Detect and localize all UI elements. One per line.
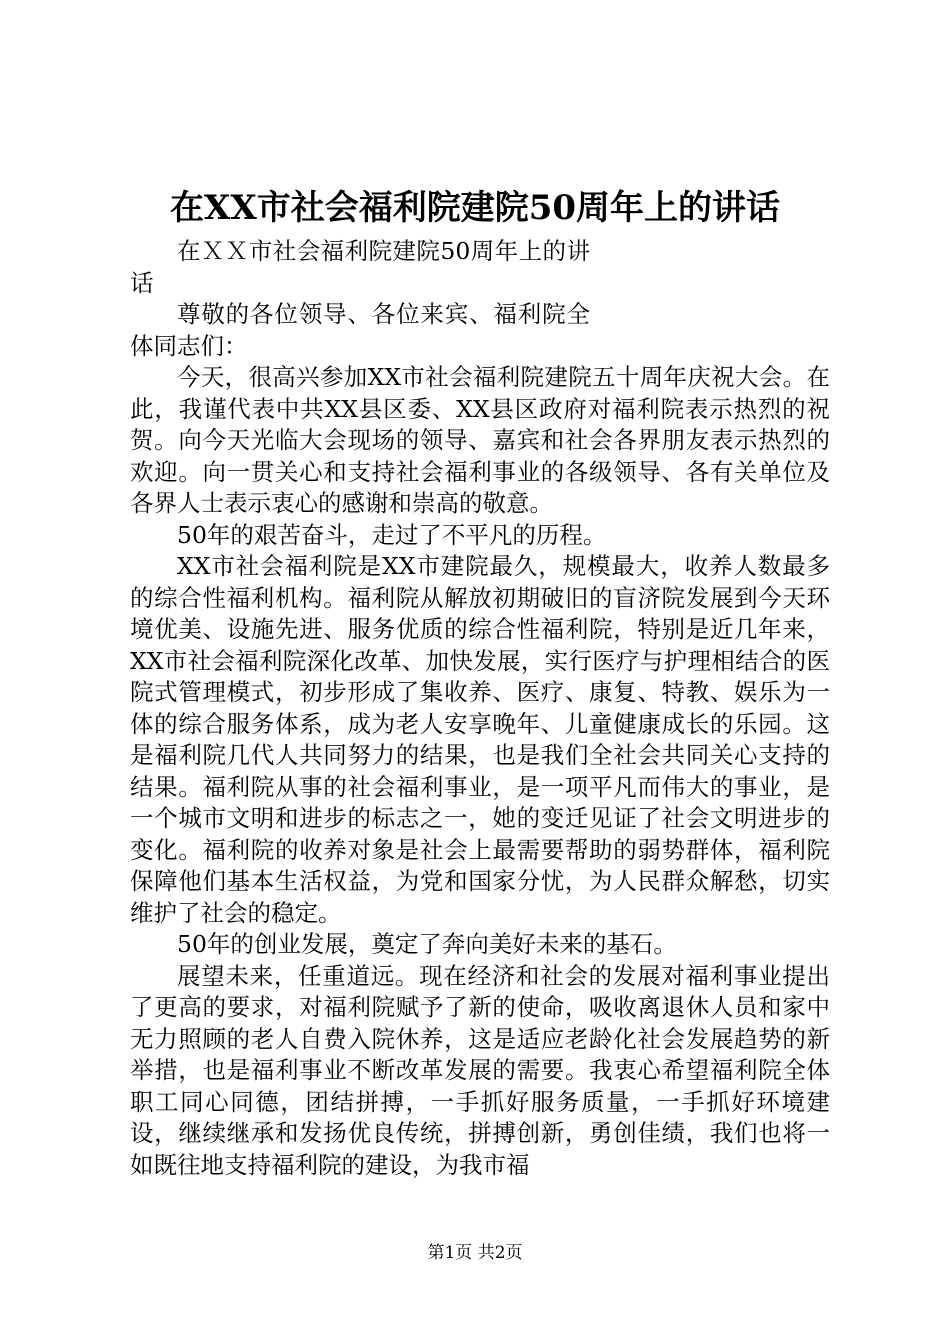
subtitle-paragraph: 在ＸＸ市社会福利院建院50周年上的讲话 [130,237,590,297]
body-paragraph-future-heading: 50年的创业发展，奠定了奔向美好未来的基石。 [177,930,677,958]
salutation-paragraph: 尊敬的各位领导、各位来宾、福利院全体同志们： [130,300,590,360]
document-body [130,236,830,1181]
body-paragraph-future: 展望未来，任重道远。现在经济和社会的发展对福利事业提出了更高的要求，对福利院赋予了新的使命，吸收离退休人员和家中无力照顾的老人自费入院休养，这是适应老龄化社会发展趋势的新举措，也是福利事业不断改革发展的需要。我衷心希望福利院全体职工同心同德，团结拼搏，一手抓好服务质量，一手抓好环境建设，继续继承和发扬优良传统，拼搏创新，勇创佳绩，我们也将一如既往地支持福利院的建设，为我市福 [130,961,830,1179]
body-paragraph-opening: 今天，很高兴参加XX市社会福利院建院五十周年庆祝大会。在此，我谨代表中共XX县区委、XX县区政府对福利院表示热烈的祝贺。向今天光临大会现场的领导、嘉宾和社会各界朋友表示热烈的欢迎。向一贯关心和支持社会福利事业的各级领导、各有关单位及各界人士表示衷心的感谢和崇高的敬意。 [130,363,830,517]
document-title: 在XX市社会福利院建院50周年上的讲话 [169,188,781,228]
page-number: 第1页 共2页 [427,1243,523,1263]
body-paragraph-history: XX市社会福利院是XX市建院最久，规模最大，收养人数最多的综合性福利机构。福利院从解放初期破旧的盲济院发展到今天环境优美、设施先进、服务优质的综合性福利院，特别是近几年来，XX市社会福利院深化改革、加快发展，实行医疗与护理相结合的医院式管理模式，初步形成了集收养、医疗、康复、特教、娱乐为一体的综合服务体系，成为老人安享晚年、儿童健康成长的乐园。这是福利院几代人共同努力的结果，也是我们全社会共同关心支持的结果。福利院从事的社会福利事业，是一项平凡而伟大的事业，是一个城市文明和进步的标志之一，她的变迁见证了社会文明进步的变化。福利院的收养对象是社会上最需要帮助的弱势群体，福利院保障他们基本生活权益，为党和国家分忧，为人民群众解愁，切实维护了社会的稳定。 [130,552,830,927]
body-paragraph-history-heading: 50年的艰苦奋斗，走过了不平凡的历程。 [177,520,607,549]
